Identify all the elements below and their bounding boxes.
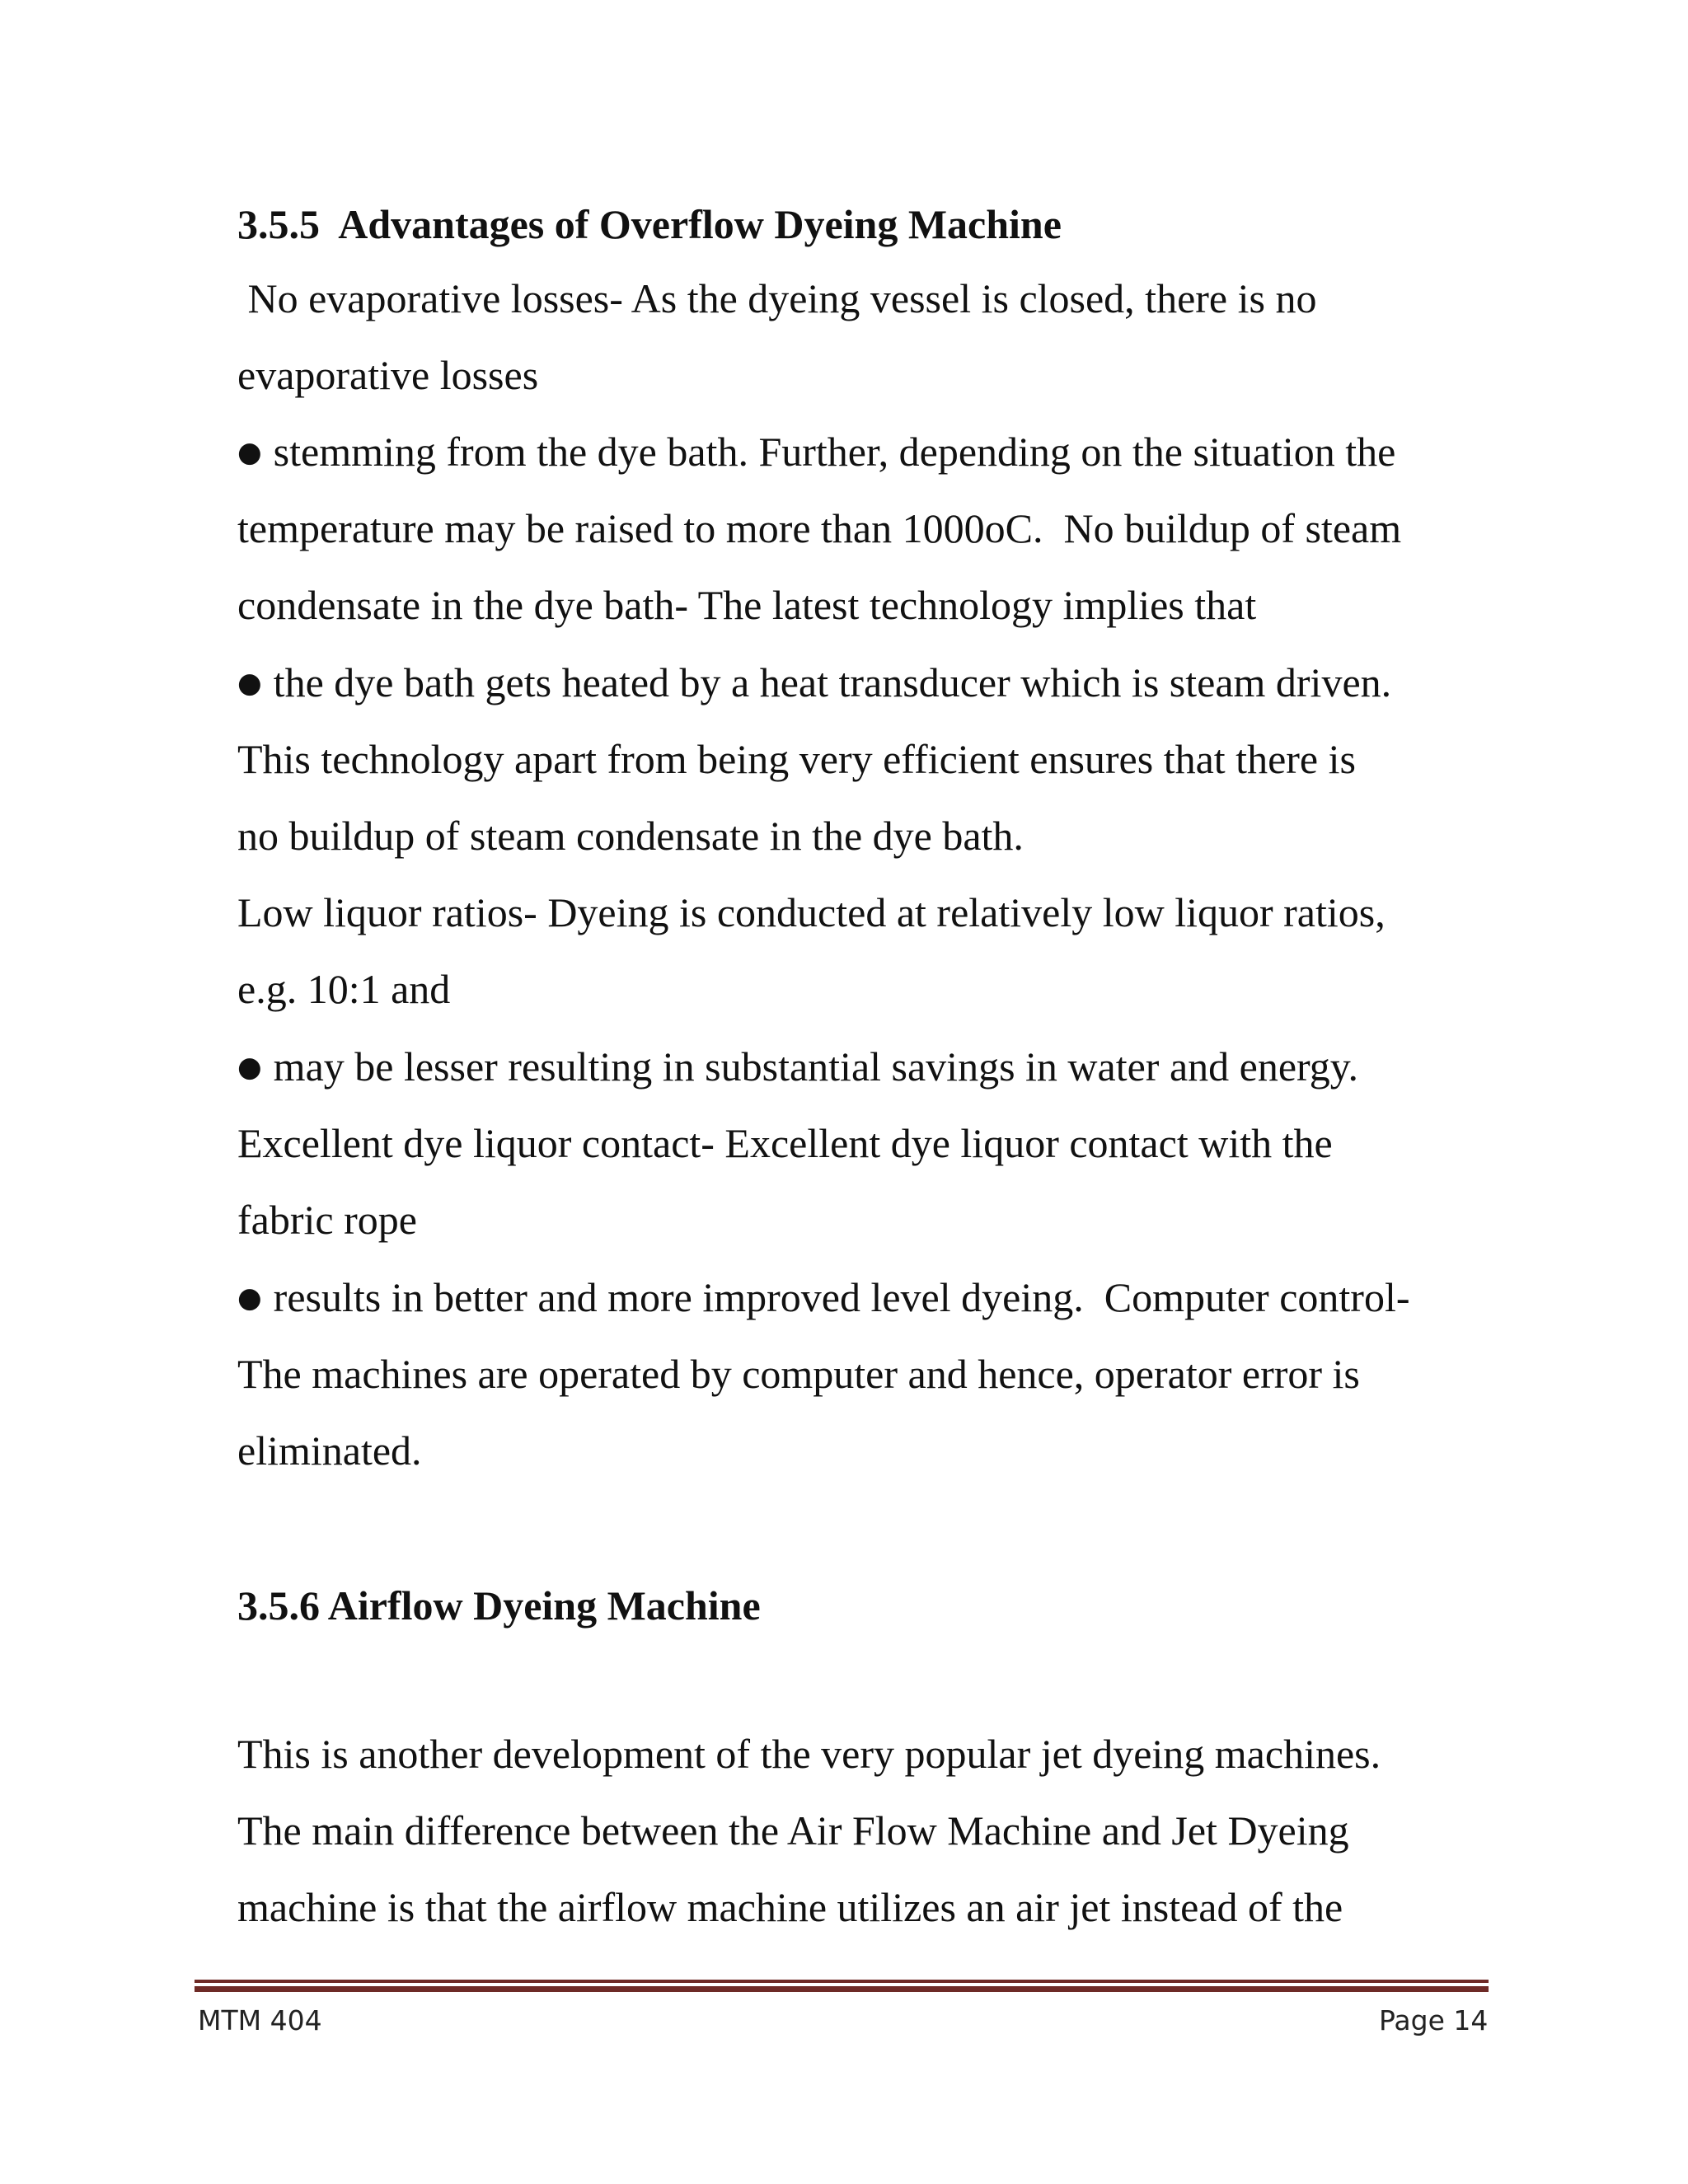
body-line: The machines are operated by computer and hence, operator error is bbox=[237, 1351, 1360, 1397]
body-line: fabric rope bbox=[237, 1197, 417, 1243]
body-line: no buildup of steam condensate in the dye bath. bbox=[237, 813, 1024, 859]
body-line: temperature may be raised to more than 1000oC. No buildup of steam bbox=[237, 505, 1402, 551]
footer-course-code: MTM 404 bbox=[198, 2004, 322, 2036]
section-heading-advantages: 3.5.5 Advantages of Overflow Dyeing Machine bbox=[237, 201, 1062, 247]
body-line: machine is that the airflow machine utilizes an air jet instead of the bbox=[237, 1884, 1343, 1930]
bullet-icon: ● bbox=[237, 1051, 262, 1084]
body-line: This is another development of the very popular jet dyeing machines. bbox=[237, 1731, 1381, 1777]
bullet-text: results in better and more improved level dyeing. Computer control- bbox=[273, 1274, 1410, 1320]
bullet-icon: ● bbox=[237, 1282, 262, 1315]
bullet-line bbox=[237, 1042, 1358, 1096]
footer-rule-thin bbox=[195, 1980, 1489, 1983]
bullet-line bbox=[237, 658, 1391, 712]
footer-rule-thick bbox=[195, 1986, 1489, 1992]
body-line: Low liquor ratios- Dyeing is conducted at relatively low liquor ratios, bbox=[237, 889, 1386, 935]
bullet-text: the dye bath gets heated by a heat transducer which is steam driven. bbox=[273, 659, 1392, 705]
body-line: e.g. 10:1 and bbox=[237, 966, 451, 1012]
body-line: condensate in the dye bath- The latest technology implies that bbox=[237, 582, 1257, 628]
section-heading-airflow: 3.5.6 Airflow Dyeing Machine bbox=[237, 1582, 761, 1629]
body-line: evaporative losses bbox=[237, 352, 539, 398]
bullet-text: may be lesser resulting in substantial savings in water and energy. bbox=[273, 1043, 1359, 1090]
body-line: eliminated. bbox=[237, 1427, 422, 1474]
bullet-icon: ● bbox=[237, 667, 262, 700]
body-line: Excellent dye liquor contact- Excellent dye liquor contact with the bbox=[237, 1120, 1333, 1166]
footer-page-number: Page 14 bbox=[1379, 2004, 1489, 2036]
footer-rule bbox=[195, 1980, 1489, 1992]
bullet-line bbox=[237, 1272, 1409, 1327]
body-line: This technology apart from being very efficient ensures that there is bbox=[237, 736, 1356, 782]
bullet-icon: ● bbox=[237, 436, 262, 469]
bullet-text: stemming from the dye bath. Further, depending on the situation the bbox=[273, 429, 1396, 475]
body-line: The main difference between the Air Flow Machine and Jet Dyeing bbox=[237, 1807, 1349, 1854]
body-line: No evaporative losses- As the dyeing vessel is closed, there is no bbox=[237, 275, 1317, 321]
bullet-line bbox=[237, 427, 1395, 481]
